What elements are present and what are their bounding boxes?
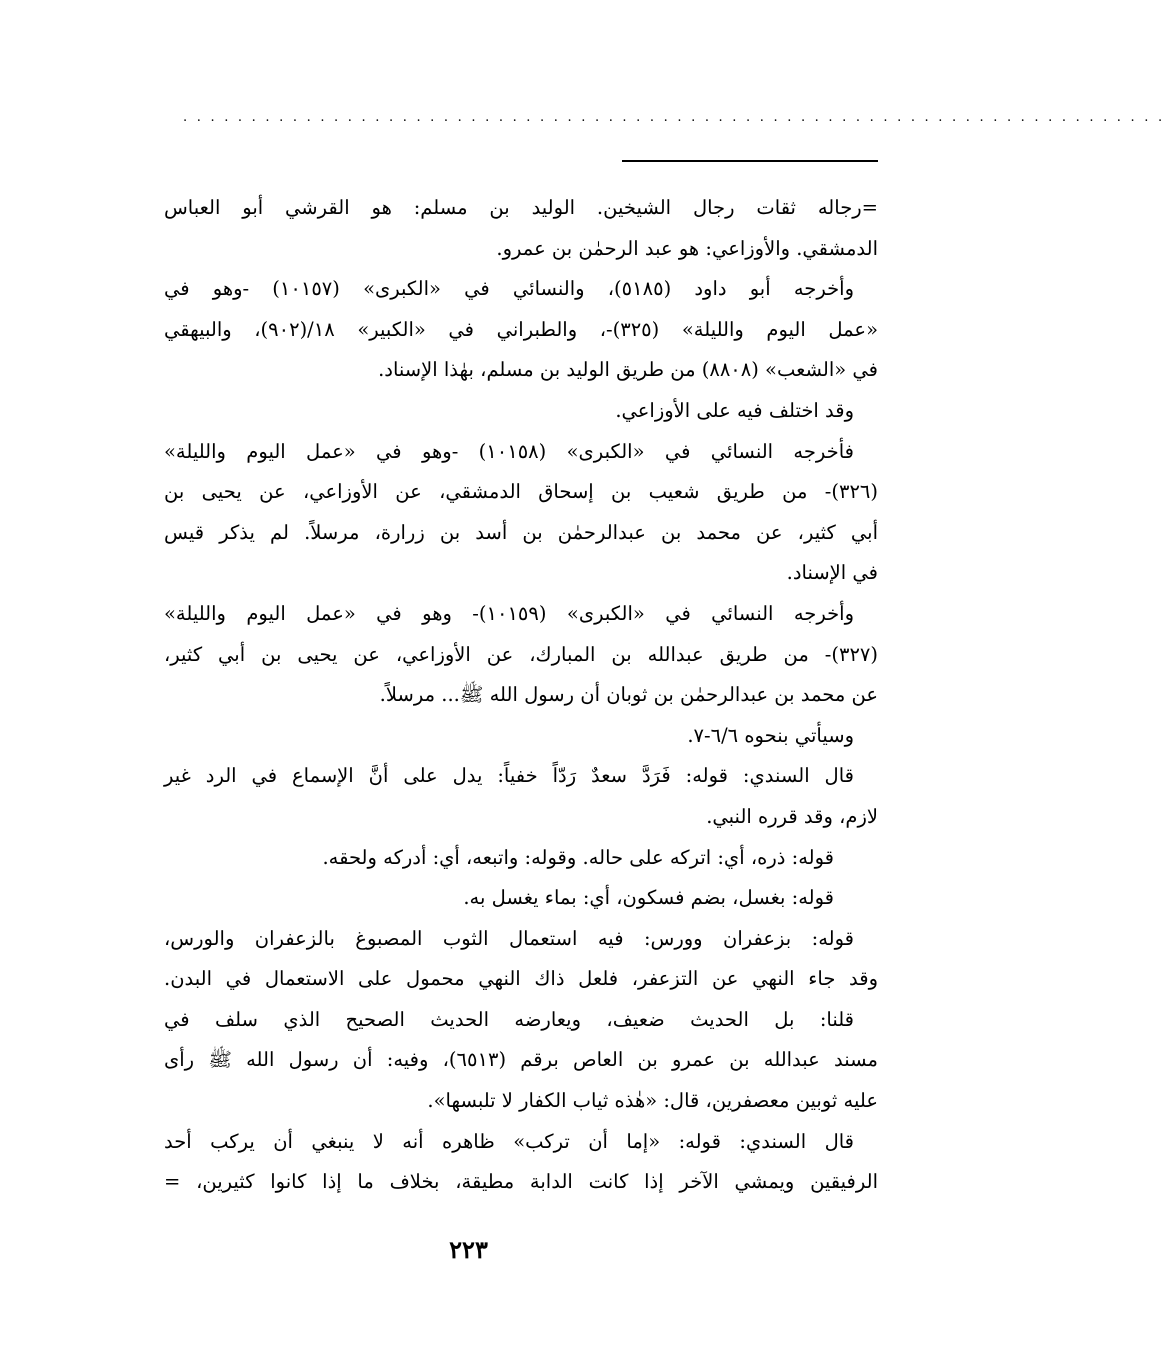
- text-line: قوله: ذره، أي: اتركه على حاله. وقوله: واتبعه، أي: أدركه ولحقه.: [322, 845, 834, 869]
- text-line: عن محمد بن عبدالرحمٰن بن ثوبان أن رسول الله ﷺ... مرسلاً.: [379, 683, 878, 707]
- text-line: وأخرجه أبو داود (٥١٨٥)، والنسائي في «الكبرى» (١٠١٥٧) -وهو في: [164, 277, 854, 301]
- text-line: الدمشقي. والأوزاعي: هو عبد الرحمٰن بن عمرو.: [496, 236, 878, 260]
- footnote-rule: [622, 160, 878, 162]
- text-line: =رجاله ثقات رجال الشيخين. الوليد بن مسلم: هو القرشي أبو العباس: [164, 196, 878, 219]
- text-line: في «الشعب» (٨٨٠٨) من طريق الوليد بن مسلم، بهٰذا الإسناد.: [378, 358, 878, 382]
- text-line: مسند عبدالله بن عمرو بن العاص برقم (٦٥١٣)، وفيه: أن رسول الله ﷺ رأى: [164, 1048, 878, 1072]
- text-line: وقد اختلف فيه على الأوزاعي.: [615, 398, 854, 422]
- text-line: الرفيقين ويمشي الآخر إذا كانت الدابة مطيقة، بخلاف ما إذا كانوا كثيرين، =: [164, 1170, 878, 1194]
- text-line: لازم، وقد قرره النبي.: [706, 804, 878, 828]
- text-line: في الإسناد.: [786, 561, 878, 585]
- text-line: وقد جاء النهي عن التزعفر، فلعل ذاك النهي محمول على الاستعمال في البدن.: [164, 967, 878, 991]
- text-line: وأخرجه النسائي في «الكبرى» (١٠١٥٩)- وهو في «عمل اليوم والليلة»: [164, 601, 854, 625]
- separator-dots: ........................................................................: [183, 110, 1172, 125]
- text-line: قوله: بزعفران وورس: فيه استعمال الثوب المصبوغ بالزعفران والورس،: [164, 926, 854, 950]
- text-line: عليه ثوبين معصفرين، قال: «هٰذه ثياب الكفار لا تلبسها».: [427, 1089, 878, 1113]
- page-number: ٢٢٣: [449, 1235, 488, 1264]
- footnote-text: [164, 188, 878, 1203]
- text-line: أبي كثير، عن محمد بن عبدالرحمٰن بن أسد بن زرارة، مرسلاً. لم يذكر قيس: [164, 520, 878, 544]
- text-line: وسيأتي بنحوه ٦/٦-٧.: [687, 723, 854, 747]
- text-line: فأخرجه النسائي في «الكبرى» (١٠١٥٨) -وهو في «عمل اليوم والليلة»: [164, 439, 854, 463]
- text-line: «عمل اليوم والليلة» (٣٢٥)-، والطبراني في «الكبير» ١٨/(٩٠٢)، والبيهقي: [164, 317, 878, 341]
- text-line: قوله: بغسل، بضم فسكون، أي: بماء يغسل به.: [463, 886, 834, 910]
- text-line: (٣٢٦)- من طريق شعيب بن إسحاق الدمشقي، عن الأوزاعي، عن يحيى بن: [164, 480, 878, 504]
- text-line: قلنا: بل الحديث ضعيف، ويعارضه الحديث الصحيح الذي سلف في: [164, 1007, 854, 1031]
- text-line: قال السندي: قوله: فَرَدَّ سعدٌ رَدّاً خفياً: يدل على أنَّ الإسماع في الرد غير: [164, 764, 854, 788]
- text-line: قال السندي: قوله: «إما أن تركب» ظاهره أنه لا ينبغي أن يركب أحد: [164, 1129, 854, 1153]
- text-line: (٣٢٧)- من طريق عبدالله بن المبارك، عن الأوزاعي، عن يحيى بن أبي كثير،: [164, 642, 878, 666]
